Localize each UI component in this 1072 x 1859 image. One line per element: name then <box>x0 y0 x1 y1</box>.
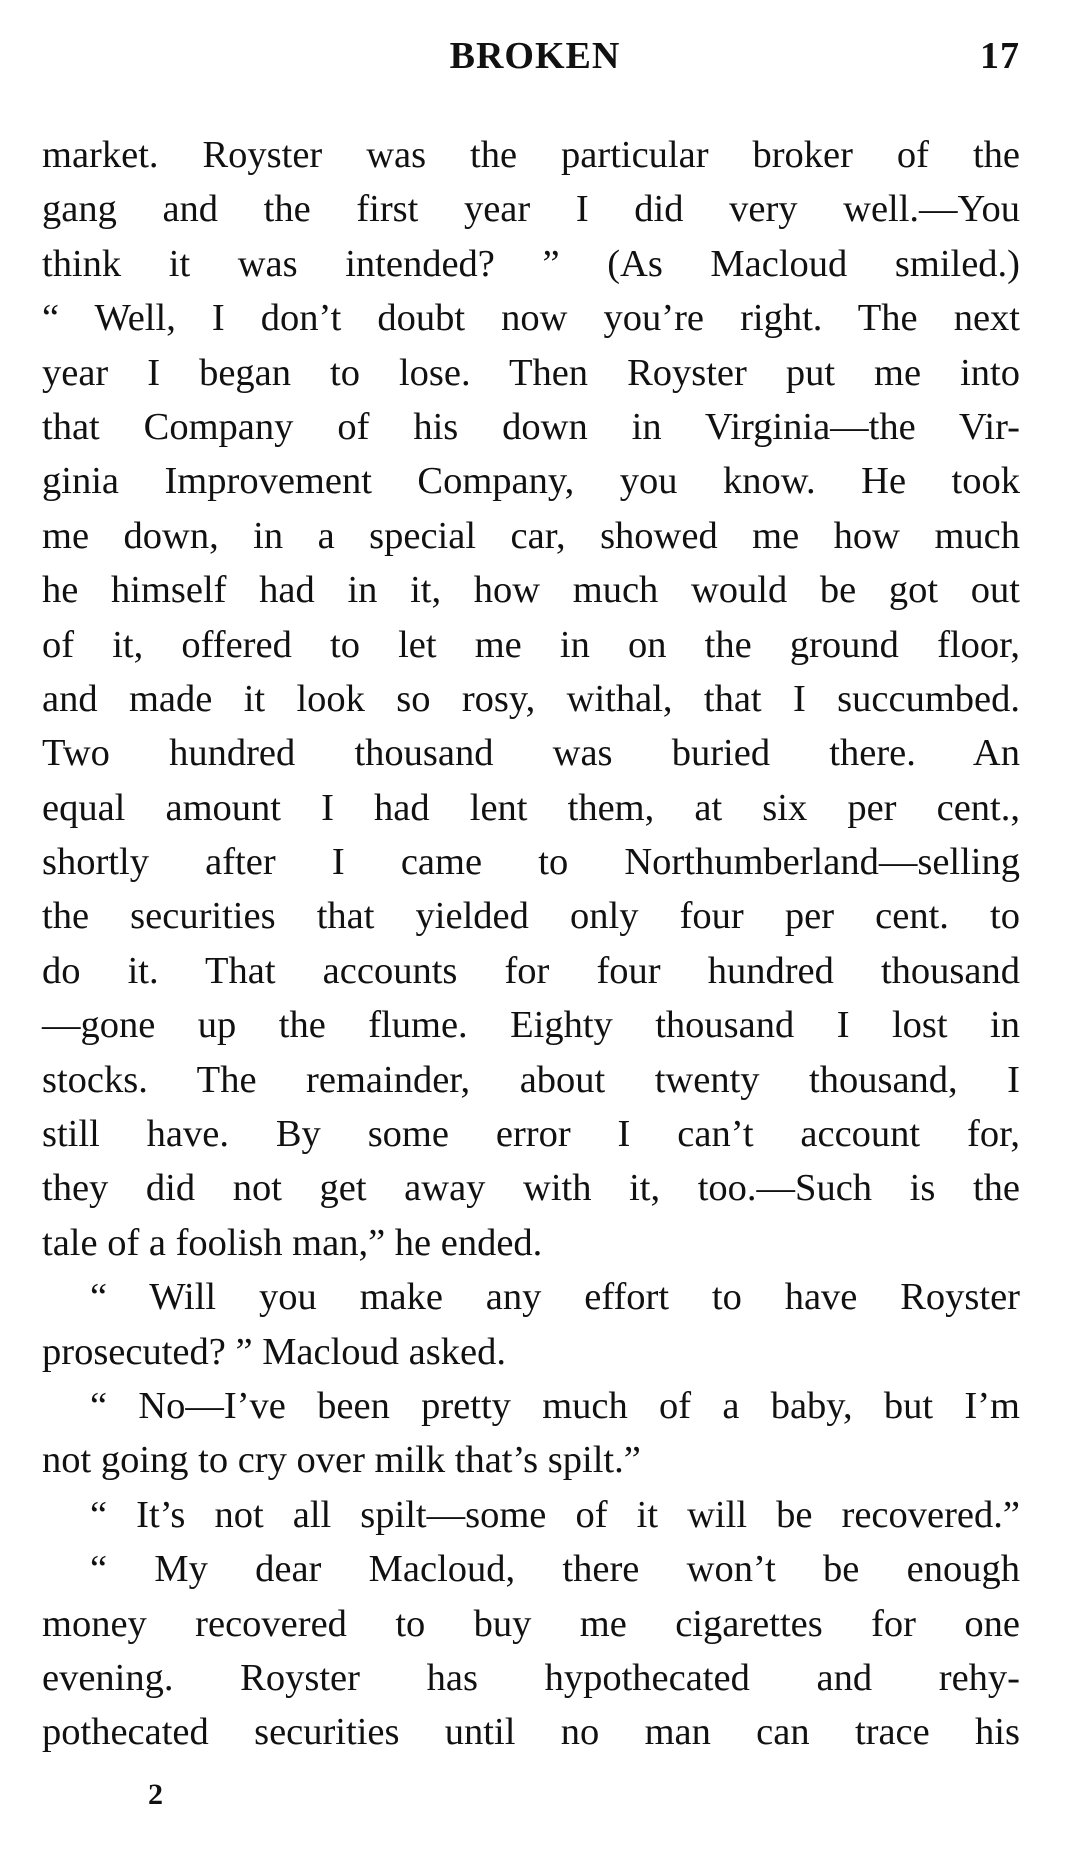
text-line: ginia Improvement Company, you know. He took <box>42 460 1020 503</box>
running-title: BROKEN <box>449 35 621 77</box>
text-line: equal amount I had lent them, at six per cent., <box>42 786 1020 829</box>
text-line: tale of a foolish man,” he ended. <box>42 1221 543 1264</box>
text-line: the securities that yielded only four per cent. to <box>42 895 1020 938</box>
text-line: “ It’s not all spilt—some of it will be recovered.” <box>90 1493 1020 1536</box>
text-line: “ My dear Macloud, there won’t be enough <box>90 1548 1020 1591</box>
text-line: “ No—I’ve been pretty much of a baby, but I’m <box>90 1384 1020 1427</box>
text-line: prosecuted? ” Macloud asked. <box>42 1330 506 1373</box>
text-line: shortly after I came to Northumberland—selling <box>42 841 1020 884</box>
text-line: think it was intended? ” (As Macloud smiled.) <box>42 242 1020 285</box>
text-line: they did not get away with it, too.—Such is the <box>42 1167 1020 1210</box>
text-line: of it, offered to let me in on the ground floor, <box>42 623 1020 666</box>
text-line: he himself had in it, how much would be got out <box>42 569 1020 612</box>
text-line: gang and the first year I did very well.—You <box>42 188 1020 231</box>
text-line: still have. By some error I can’t account for, <box>42 1113 1020 1156</box>
text-line: money recovered to buy me cigarettes for one <box>42 1602 1020 1645</box>
text-line: me down, in a special car, showed me how much <box>42 514 1020 557</box>
text-line: market. Royster was the particular broker of the <box>42 134 1020 176</box>
signature-mark: 2 <box>148 1778 163 1811</box>
text-line: not going to cry over milk that’s spilt.” <box>42 1439 641 1482</box>
text-line: Two hundred thousand was buried there. An <box>42 732 1020 775</box>
text-line: “ Will you make any effort to have Royster <box>90 1276 1020 1319</box>
body-text <box>42 128 1020 1760</box>
text-line: year I began to lose. Then Royster put me into <box>42 351 1020 394</box>
text-line: and made it look so rosy, withal, that I succumbed. <box>42 677 1020 720</box>
text-line: pothecated securities until no man can trace his <box>42 1711 1020 1754</box>
page-number: 17 <box>980 35 1020 77</box>
text-line: stocks. The remainder, about twenty thousand, I <box>42 1058 1020 1101</box>
running-head <box>42 34 1020 94</box>
text-line: “ Well, I don’t doubt now you’re right. The next <box>42 297 1020 340</box>
text-line: —gone up the flume. Eighty thousand I lost in <box>42 1004 1020 1047</box>
text-line: that Company of his down in Virginia—the Vir- <box>42 405 1020 448</box>
text-line: do it. That accounts for four hundred thousand <box>42 949 1020 992</box>
text-line: evening. Royster has hypothecated and rehy- <box>42 1656 1020 1699</box>
